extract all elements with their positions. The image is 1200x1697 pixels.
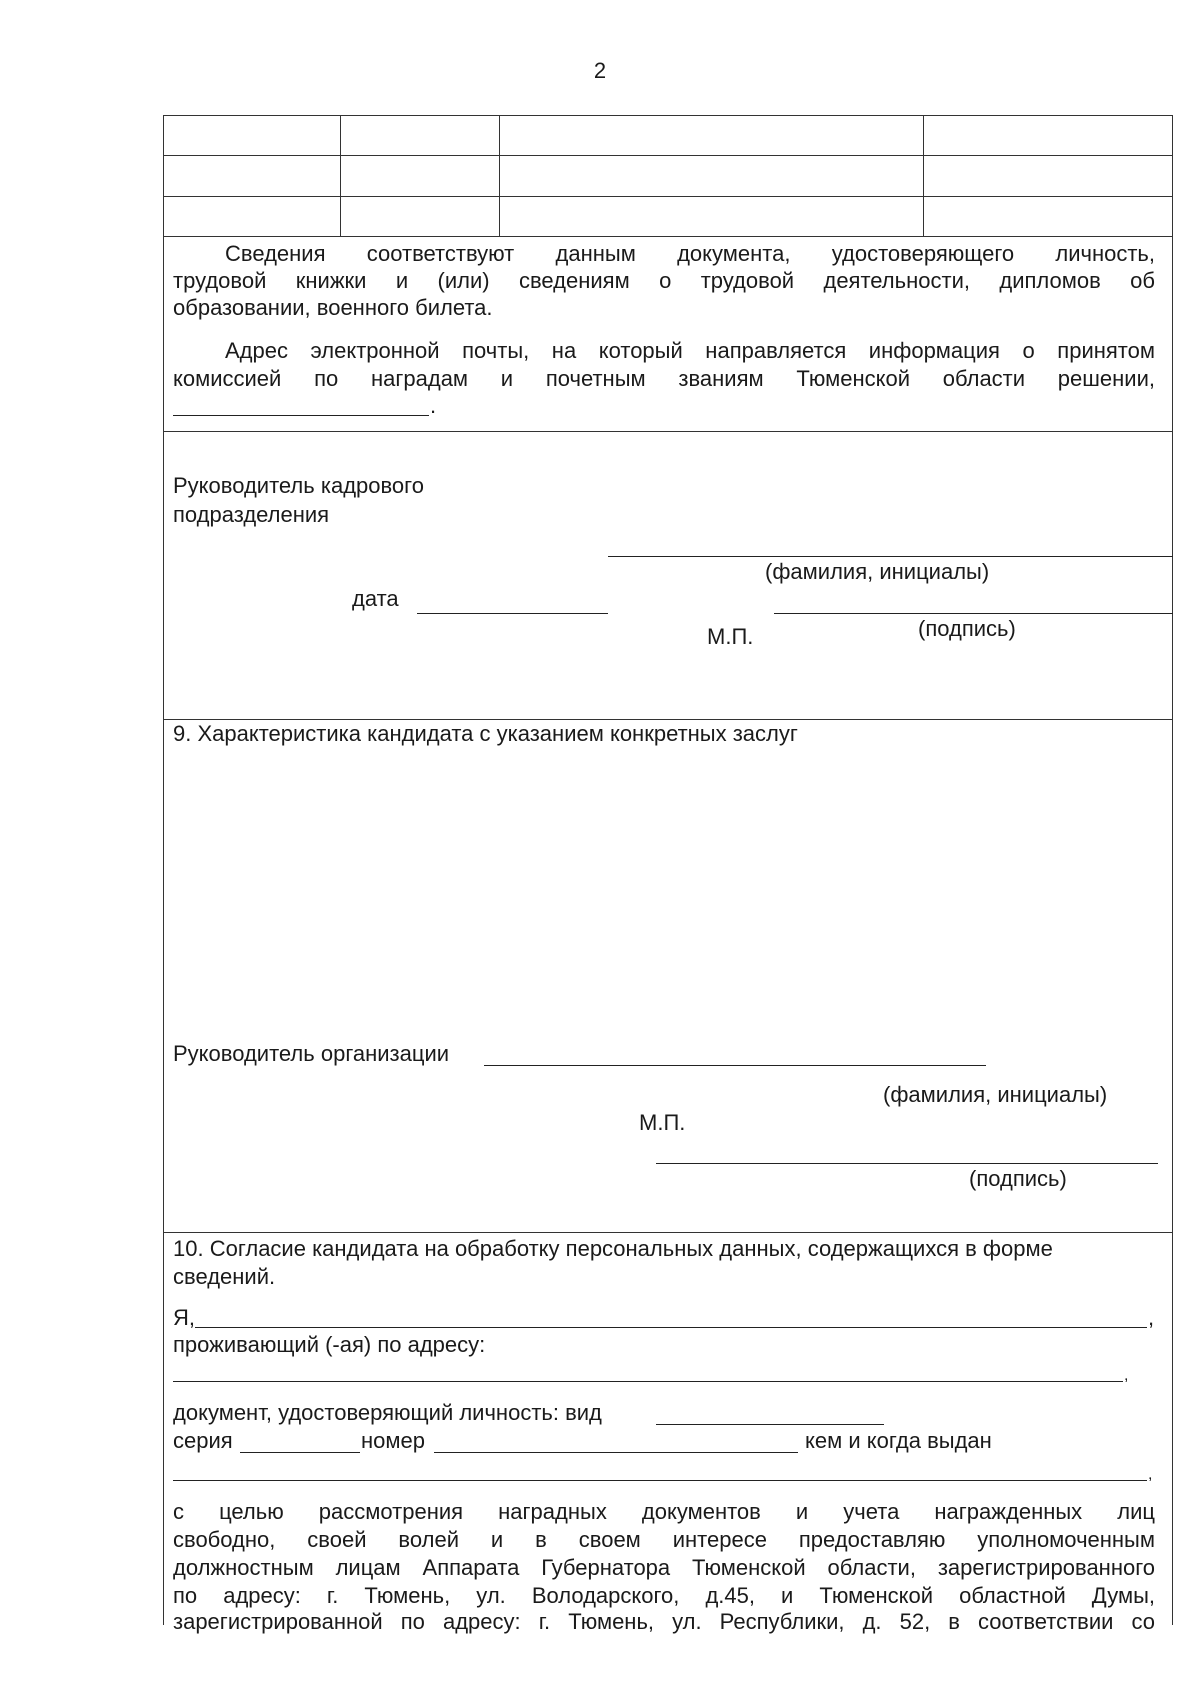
address-input-line[interactable] — [173, 1381, 1123, 1382]
section-10-heading-line-1: 10. Согласие кандидата на обработку персональных данных, содержащихся в форме — [173, 1236, 1053, 1261]
hr-signature-caption: (подпись) — [918, 616, 1016, 641]
full-name-comma: , — [1148, 1305, 1155, 1330]
table-row-divider — [163, 155, 1173, 156]
org-head-name-input-line[interactable] — [484, 1065, 986, 1066]
issued-by-input-line[interactable] — [173, 1480, 1147, 1481]
section-divider — [163, 431, 1173, 432]
section-divider — [163, 1232, 1173, 1233]
email-input-line[interactable] — [173, 415, 429, 416]
consent-line-3: должностным лицам Аппарата Губернатора Тюменской области, зарегистрированного — [173, 1555, 1155, 1580]
hr-title-line-1: Руководитель кадрового — [173, 473, 424, 498]
hr-name-caption: (фамилия, инициалы) — [765, 559, 990, 584]
table-bottom-border — [163, 236, 1173, 237]
section-9-heading: 9. Характеристика кандидата с указанием конкретных заслуг — [173, 721, 798, 746]
org-head-name-caption: (фамилия, инициалы) — [883, 1082, 1108, 1107]
hr-stamp-label: М.П. — [707, 624, 754, 649]
full-name-input-line[interactable] — [195, 1327, 1147, 1328]
table-column-divider — [499, 115, 500, 236]
consent-line-5: зарегистрированной по адресу: г. Тюмень, ул. Республики, д. 52, в соответствии со — [173, 1609, 1155, 1634]
residing-label: проживающий (-ая) по адресу: — [173, 1332, 486, 1357]
issued-by-comma: , — [1148, 1466, 1153, 1483]
hr-title-line-2: подразделения — [173, 502, 330, 527]
id-doc-type-label: документ, удостоверяющий личность: вид — [173, 1400, 602, 1425]
table-row-divider — [163, 196, 1173, 197]
hr-date-input-line[interactable] — [417, 613, 608, 614]
id-doc-type-input-line[interactable] — [656, 1424, 884, 1425]
hr-date-label: дата — [352, 586, 399, 611]
verification-line-1: Сведения соответствуют данным документа, удостоверяющего личность, — [225, 241, 1155, 266]
number-label: номер — [361, 1428, 425, 1453]
hr-signature-input-line[interactable] — [774, 613, 1173, 614]
page-number: 2 — [593, 58, 607, 83]
issued-by-label: кем и когда выдан — [805, 1428, 992, 1453]
org-signature-caption: (подпись) — [969, 1166, 1067, 1191]
email-line-1: Адрес электронной почты, на который направляется информация о принятом — [225, 338, 1155, 363]
hr-name-input-line[interactable] — [608, 556, 1173, 557]
table-column-divider — [340, 115, 341, 236]
org-stamp-label: М.П. — [639, 1110, 686, 1135]
email-end-period: . — [430, 393, 437, 418]
address-comma: , — [1124, 1367, 1129, 1384]
table-column-divider — [923, 115, 924, 236]
consent-line-1: с целью рассмотрения наградных документов и учета награжденных лиц — [173, 1499, 1155, 1524]
consent-line-4: по адресу: г. Тюмень, ул. Володарского, д.45, и Тюменской областной Думы, — [173, 1583, 1155, 1608]
verification-line-3: образовании, военного билета. — [173, 295, 493, 320]
verification-line-2: трудовой книжки и (или) сведениям о трудовой деятельности, дипломов об — [173, 268, 1155, 293]
i-label: Я, — [173, 1305, 195, 1330]
series-label: серия — [173, 1428, 233, 1453]
number-input-line[interactable] — [434, 1452, 798, 1453]
email-line-2: комиссией по наградам и почетным званиям Тюменской области решении, — [173, 366, 1155, 391]
section-10-heading-line-2: сведений. — [173, 1264, 276, 1289]
org-signature-input-line[interactable] — [656, 1163, 1158, 1164]
org-head-label: Руководитель организации — [173, 1041, 450, 1066]
series-input-line[interactable] — [240, 1452, 360, 1453]
consent-line-2: свободно, своей волей и в своем интересе предоставляю уполномоченным — [173, 1527, 1155, 1552]
